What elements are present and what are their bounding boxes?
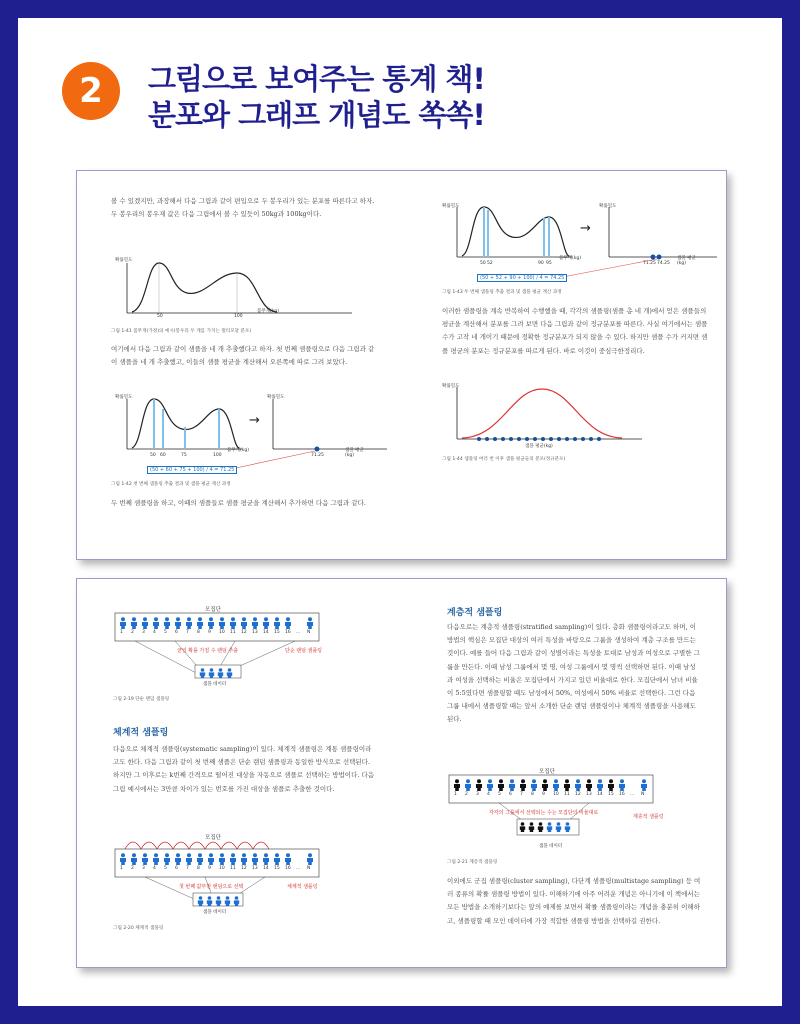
person-icon [574, 779, 582, 791]
page2-right-para2: 이외에도 군집 샘플링(cluster sampling), 다단계 샘플링(multistage sampling) 등 여러 종류의 확률 샘플링 방법이 있다. 이해하기에 아주 어려운 개념은 아니기에 이 책에서는 모든 방법을 소개하기보다는 앞의 예제를 보면서 확률 샘플링이라는 개념을 충분히 이해하고, 샘플링할 때 모인 데이터에 가장 적합한 샘플링 방법을 선택하길 권한다. [447, 877, 701, 925]
population-number: N [307, 866, 311, 871]
page1-left-para2: 여기에서 다음 그림과 같이 샘플을 네 개 추출했다고 하자. 첫 번째 샘플링으로 다음 그림과 같이 샘플을 네 개 추출했고, 이들의 샘플 평균을 계산해서 오른쪽에 따로 그려 보았다. [111, 345, 375, 367]
population-number: 4 [153, 630, 156, 635]
person-icon [519, 779, 527, 791]
person-icon [218, 617, 226, 629]
population-number: 9 [542, 792, 545, 797]
population-number: 13 [252, 866, 258, 871]
sample-label-1: 샘플 데이터 [203, 682, 227, 687]
population-number: 1 [120, 630, 123, 635]
fig1-xlabel: 몸무게(kg) [257, 309, 280, 314]
fig1-tick2: 100 [234, 314, 243, 319]
pop-label-1: 모집단 [205, 607, 221, 613]
person-icon [174, 617, 182, 629]
page2-right-para1: 다음으로는 계층적 샘플링(stratified sampling)이 있다. 층화 샘플링이라고도 하며, 이 방법의 핵심은 모집단 대상의 여러 특성을 바탕으로 그룹을 생성하여 계층 구조를 만드는 것이다. 예를 들어 다음 그림과 같이 성별이라는 특성을 토대로 남성과 여성으로 구별한 그룹을 만든다. 이때 남성 그룹에서 몇 명, 여성 그룹에서 몇 명씩 선택하면 된다. 이때 남성과 여성을 선택하는 비율은 모집단에서 가지고 있던 비율대로 한다. 모집단에서 남녀 비율이 5:5였다면 샘플링할 때도 남성에서 50%, 여성에서 50% 비율로 선택한다. 그런 다음 그룹 내에서 샘플링할 때는 앞서 소개한 단순 랜덤 샘플링이나 체계적 샘플링을 사용해도 된다. [447, 623, 700, 724]
population-number: 7 [186, 866, 189, 871]
person-icon [141, 617, 149, 629]
population-number: 7 [186, 630, 189, 635]
population-number: 13 [252, 630, 258, 635]
population-number: 3 [142, 630, 145, 635]
sample-person-icon [537, 822, 544, 832]
page2-left-para: 다음으로 체계적 샘플링(systematic sampling)이 있다. 체계적 샘플링은 계통 샘플링이라고도 한다. 다음 그림과 같이 첫 번째 샘플은 단순 랜덤 샘플링과 동일한 방식으로 선택된다. 하지만 그 이후로는 k번째 간격으로 떨어진 대상을 자동으로 샘플로 선택하는 방법이다. 다음 그림 예시에서는 3만큼 차이가 있는 번호를 가진 대상을 샘플로 추출한 것이다. [113, 745, 375, 793]
person-icon [541, 779, 549, 791]
population-number: 16 [285, 866, 291, 871]
population-number: 10 [219, 630, 225, 635]
headline-line1: 그림으로 보여주는 통계 책! [148, 62, 485, 96]
person-icon [229, 617, 237, 629]
sample-person-icon [528, 822, 535, 832]
person-icon [130, 617, 138, 629]
sample-person-icon [546, 822, 553, 832]
random-label-2: 첫 번째 값부만 랜덤으로 선택 [179, 884, 244, 890]
person-icon [497, 779, 505, 791]
population-number: 8 [197, 866, 200, 871]
person-icon [218, 853, 226, 865]
person-icon [119, 853, 127, 865]
sample-person-icon [206, 896, 213, 906]
population-number: 15 [274, 630, 280, 635]
population-number: 5 [164, 866, 167, 871]
fig3-tick-3: 95 [546, 261, 552, 266]
population-number: 9 [208, 866, 211, 871]
systematic-label: 체계적 샘플링 [287, 884, 318, 890]
population-number: 1 [120, 866, 123, 871]
person-icon [552, 779, 560, 791]
population-number: 12 [241, 866, 247, 871]
population-number: N [307, 630, 311, 635]
sample-person-icon [208, 668, 215, 678]
person-icon [163, 617, 171, 629]
section-stratified: 계층적 샘플링 [447, 608, 503, 618]
fig1-tick1: 50 [157, 314, 163, 319]
population-number: 2 [131, 630, 134, 635]
person-icon [273, 617, 281, 629]
person-icon [174, 853, 182, 865]
fig3-tick-1: 52 [487, 261, 493, 266]
person-icon [640, 779, 648, 791]
sample-person-icon [555, 822, 562, 832]
fig1-caption: 그림 1-41 몸무게(가정)의 예시(봉우리 두 개를 가지는 멀티모달 분포) [111, 329, 252, 334]
section-systematic: 체계적 샘플링 [113, 728, 169, 738]
person-icon [486, 779, 494, 791]
fig2-ylabel-right: 확률밀도 [267, 395, 285, 400]
person-icon [251, 853, 259, 865]
population-number: 6 [175, 866, 178, 871]
population-number: N [641, 792, 645, 797]
fig4-xlabel: 샘플 평균(kg) [525, 444, 553, 449]
pop-label-3: 모집단 [539, 769, 555, 775]
population-number: 6 [509, 792, 512, 797]
population-number: 4 [153, 866, 156, 871]
stratified-label: 계층적 샘플링 [633, 814, 664, 820]
sample-person-icon [199, 668, 206, 678]
sample-person-icon [226, 668, 233, 678]
population-number: 9 [208, 630, 211, 635]
fig-systematic-caption: 그림 2-20 체계적 샘플링 [113, 926, 164, 931]
sample-label-3: 샘플 데이터 [539, 844, 563, 849]
population-number: 10 [219, 866, 225, 871]
person-icon [607, 779, 615, 791]
page1-right-para1: 이러한 샘플링을 계속 반복하여 수행했을 때, 각각의 샘플링(샘플 총 네 개)에서 얻은 샘플들의 평균을 계산해서 분포를 그려 보면 다음 그림과 같이 정규분포를 따른다. 사실 여기에서는 샘플 수가 고작 네 개이기 때문에 정확한 정규분포가 되지 않을 수 있다. 하지만 샘플 수가 커지면 샘플 평균의 분포는 정규분포를 따르게 된다. 바로 이것이 중심극한정리다. [442, 307, 708, 355]
population-number: 7 [520, 792, 523, 797]
person-icon [273, 853, 281, 865]
population-number: 14 [263, 630, 269, 635]
person-icon [229, 853, 237, 865]
person-icon [130, 853, 138, 865]
population-number: 5 [498, 792, 501, 797]
person-icon [240, 617, 248, 629]
fig-stratified-caption: 그림 2-21 계층적 샘플링 [447, 860, 498, 865]
population-number: ... [630, 792, 635, 797]
population-number: 1 [454, 792, 457, 797]
person-icon [251, 617, 259, 629]
fig3-xlabel-right: 샘플 평균 (kg) [677, 256, 696, 266]
sample-label-2: 샘플 데이터 [203, 910, 227, 915]
person-icon [618, 779, 626, 791]
population-number: 15 [608, 792, 614, 797]
sample-person-icon [217, 668, 224, 678]
population-number: 3 [476, 792, 479, 797]
population-number: 12 [241, 630, 247, 635]
sample-person-icon [215, 896, 222, 906]
person-icon [163, 853, 171, 865]
population-number: 16 [285, 630, 291, 635]
population-number: 14 [597, 792, 603, 797]
person-icon [596, 779, 604, 791]
person-icon [152, 617, 160, 629]
population-number: 15 [274, 866, 280, 871]
person-icon [240, 853, 248, 865]
population-number: 10 [553, 792, 559, 797]
population-number: 16 [619, 792, 625, 797]
sample-person-icon [564, 822, 571, 832]
person-icon [475, 779, 483, 791]
person-icon [306, 617, 314, 629]
random-label-1: 균일 확률 가질 수 랜덤 추출 [177, 648, 239, 654]
person-icon [262, 853, 270, 865]
fig2-tick-3: 100 [213, 453, 222, 458]
population-number: 3 [142, 866, 145, 871]
population-number: 4 [487, 792, 490, 797]
population-number: 13 [586, 792, 592, 797]
person-icon [530, 779, 538, 791]
fig2-formula: (50 + 60 + 75 + 100) / 4 = 71.25 [147, 466, 237, 474]
fig4-caption: 그림 1-44 샘플링 여러 번 이후 샘플 평균들의 분포(정규분포) [442, 457, 566, 462]
population-number: 11 [564, 792, 570, 797]
arrow-icon: → [580, 221, 591, 236]
fig2-xlabel: 몸무게(kg) [227, 448, 250, 453]
person-icon [196, 853, 204, 865]
person-icon [207, 617, 215, 629]
person-icon [119, 617, 127, 629]
fig3-tick-0: 50 [480, 261, 486, 266]
person-icon [464, 779, 472, 791]
population-number: 8 [531, 792, 534, 797]
book-page-spread-1 [76, 170, 727, 560]
page1-left-para1: 볼 수 있겠지만, 과장해서 다음 그림과 같이 편입으로 두 봉우리가 있는 분포를 따른다고 하자. 두 봉우리의 봉우재 값은 다음 그림에서 볼 수 있듯이 50kg과 100kg이다. [111, 197, 375, 219]
person-icon [284, 853, 292, 865]
population-number: 14 [263, 866, 269, 871]
population-number: 2 [465, 792, 468, 797]
population-number: 11 [230, 630, 236, 635]
person-icon [196, 617, 204, 629]
population-number: ... [296, 630, 301, 635]
pop-label-2: 모집단 [205, 835, 221, 841]
simple-label: 단순 랜덤 샘플링 [285, 648, 322, 654]
normal-dist-chart [457, 387, 657, 447]
person-icon [185, 617, 193, 629]
fig2-caption: 그림 1-42 첫 번째 샘플링 추출 결과 및 샘플 평균 계산 과정 [111, 482, 231, 487]
fig3-xlabel: 몸무게(kg) [559, 256, 582, 261]
population-number: 5 [164, 630, 167, 635]
fig3-mean1: 71.25 [643, 261, 656, 266]
sample-person-icon [519, 822, 526, 832]
fig2-tick-1: 60 [160, 453, 166, 458]
person-icon [508, 779, 516, 791]
population-number: 8 [197, 630, 200, 635]
population-number: 2 [131, 866, 134, 871]
headline-line2: 분포와 그래프 개념도 쏙쏙! [148, 98, 485, 132]
fig2-tick-0: 50 [150, 453, 156, 458]
person-icon [284, 617, 292, 629]
fig3-formula: (50 + 52 + 90 + 100) / 4 = 74.25 [477, 274, 567, 282]
fig3-tick-2: 90 [538, 261, 544, 266]
fig2-tick-2: 75 [181, 453, 187, 458]
fig3-caption: 그림 1-43 두 번째 샘플링 추출 결과 및 샘플 평균 계산 과정 [442, 290, 562, 295]
fig1-ylabel: 확률밀도 [115, 258, 133, 263]
person-icon [141, 853, 149, 865]
population-number: ... [296, 866, 301, 871]
population-number: 6 [175, 630, 178, 635]
page1-left-para3: 두 번째 샘플링을 하고, 이때의 샘플들로 샘플 평균을 계산해서 추가하면 다음 그림과 같다. [111, 499, 366, 507]
arrow-icon: → [249, 413, 260, 428]
fig4-ylabel: 확률밀도 [442, 384, 460, 389]
fig2-mean-label: 71.25 [311, 453, 324, 458]
person-icon [453, 779, 461, 791]
book-page-spread-2 [76, 578, 727, 968]
fig3-ylabel-left: 확률밀도 [442, 204, 460, 209]
person-icon [585, 779, 593, 791]
fig-simple-caption: 그림 2-19 단순 랜덤 샘플링 [113, 697, 170, 702]
population-number: 12 [575, 792, 581, 797]
sample-person-icon [233, 896, 240, 906]
population-number: 11 [230, 866, 236, 871]
person-icon [306, 853, 314, 865]
fig3-mean2: 74.25 [657, 261, 670, 266]
person-icon [563, 779, 571, 791]
sample-person-icon [224, 896, 231, 906]
number-badge: 2 [62, 62, 120, 120]
person-icon [262, 617, 270, 629]
random-label-3: 각각의 그룹에서 선택되는 수는 모집단의 비율대로 [489, 810, 599, 816]
person-icon [185, 853, 193, 865]
person-icon [207, 853, 215, 865]
fig2-ylabel-left: 확률밀도 [115, 395, 133, 400]
sample-person-icon [197, 896, 204, 906]
fig3-ylabel-right: 확률밀도 [599, 204, 617, 209]
fig2-xlabel-right: 샘플 평균 (kg) [345, 448, 364, 458]
person-icon [152, 853, 160, 865]
